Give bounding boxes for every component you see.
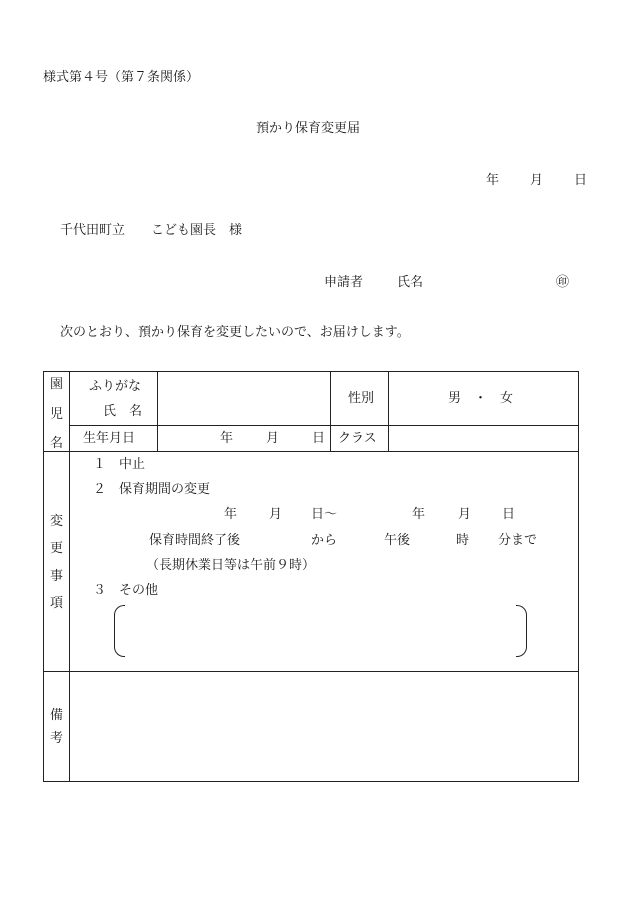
left-bracket	[114, 605, 125, 657]
pm-label: 午後	[384, 533, 411, 548]
birthdate-label: 生年月日	[83, 431, 136, 446]
name-field[interactable]	[158, 373, 329, 424]
section-char: 備	[49, 708, 63, 723]
long-holiday-note: （長期休業日等は午前９時）	[146, 558, 316, 573]
other-field[interactable]	[128, 608, 512, 652]
period-day-from: 日～	[311, 507, 338, 522]
grid-line	[330, 372, 331, 451]
section-char: 項	[49, 595, 63, 611]
minute-label: 分まで	[498, 533, 538, 548]
gender-label: 性別	[348, 391, 375, 406]
gender-options[interactable]: 男 ・ 女	[448, 391, 514, 406]
item-cancel: １ 中止	[93, 457, 146, 472]
furigana-label: ふりがな	[89, 379, 142, 394]
period-month-from: 月	[269, 507, 283, 522]
section-char: 変	[49, 514, 63, 529]
class-label: クラス	[338, 431, 377, 446]
period-day-to: 日	[502, 507, 516, 522]
section-char: 名	[49, 436, 63, 451]
section-char: 児	[49, 406, 63, 422]
from-label: から	[311, 533, 338, 548]
date-month: 月	[530, 173, 544, 188]
time-label: 保育時間終了後	[149, 533, 241, 548]
form-number: 様式第４号（第７条関係）	[43, 70, 200, 85]
addressee: 千代田町立 こども園長 様	[60, 223, 243, 238]
section-char: 園	[49, 377, 63, 392]
grid-line	[44, 451, 578, 452]
date-year: 年	[486, 173, 500, 188]
seal-mark: ㊞	[556, 275, 570, 290]
section-char: 考	[49, 731, 63, 746]
name-label: 氏 名	[103, 404, 143, 419]
birth-month: 月	[266, 431, 280, 446]
item-period-change: ２ 保育期間の変更	[93, 482, 211, 497]
item-other: ３ その他	[93, 583, 159, 598]
section-char: 更	[49, 541, 63, 557]
birth-year: 年	[220, 431, 234, 446]
page-title: 預かり保育変更届	[256, 121, 361, 136]
change-section-label	[44, 515, 69, 610]
right-bracket	[516, 605, 527, 657]
class-field[interactable]	[389, 426, 578, 451]
period-year-from: 年	[224, 507, 238, 522]
remarks-field[interactable]	[70, 672, 578, 781]
period-year-to: 年	[412, 507, 426, 522]
child-name-section-label	[44, 378, 69, 450]
applicant-name-label: 氏名	[397, 275, 424, 290]
birth-day: 日	[312, 431, 326, 446]
intro-text: 次のとおり、預かり保育を変更したいので、お届けします。	[60, 325, 410, 340]
date-day: 日	[574, 173, 588, 188]
remarks-section-label	[44, 709, 69, 745]
period-month-to: 月	[458, 507, 472, 522]
applicant-label: 申請者	[324, 275, 364, 290]
hour-label: 時	[456, 533, 470, 548]
section-char: 事	[49, 568, 63, 584]
form-table	[43, 371, 579, 782]
